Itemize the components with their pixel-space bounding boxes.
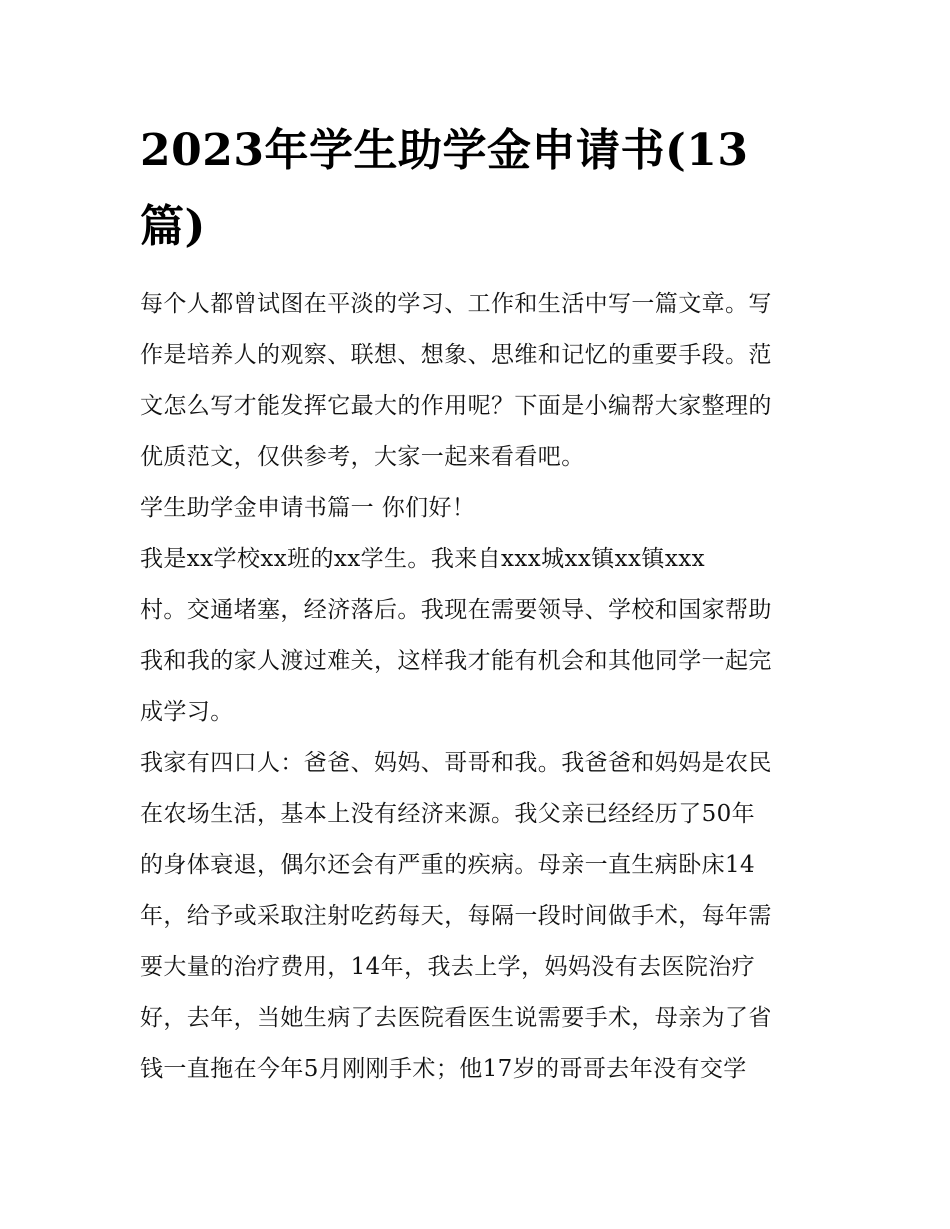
body-line: 我是xx学校xx班的xx学生。我来自xxx城xx镇xx镇xxx	[140, 546, 705, 572]
body-line: 成学习。	[140, 699, 234, 725]
body-line: 我家有四口人：爸爸、妈妈、哥哥和我。我爸爸和妈妈是农民	[140, 750, 772, 776]
body-line: 在农场生活，基本上没有经济来源。我父亲已经经历了50年	[140, 801, 756, 827]
title-line: 2023年学生助学金申请书(13	[140, 125, 749, 176]
body-line: 钱一直拖在今年5月刚刚手术；他17岁的哥哥去年没有交学	[140, 1056, 747, 1082]
document-body	[140, 279, 815, 1095]
document-title	[140, 113, 820, 265]
body-line: 要大量的治疗费用，14年，我去上学，妈妈没有去医院治疗	[140, 954, 756, 980]
body-line: 优质范文，仅供参考，大家一起来看看吧。	[140, 444, 585, 470]
body-line: 好，去年，当她生病了去医院看医生说需要手术，母亲为了省	[140, 1005, 772, 1031]
body-line: 每个人都曾试图在平淡的学习、工作和生活中写一篇文章。写	[140, 291, 772, 317]
body-line: 的身体衰退，偶尔还会有严重的疾病。母亲一直生病卧床14	[140, 852, 756, 878]
body-line: 村。交通堵塞，经济落后。我现在需要领导、学校和国家帮助	[140, 597, 772, 623]
section-heading-line: 学生助学金申请书篇一 你们好！	[140, 495, 476, 521]
body-line: 我和我的家人渡过难关，这样我才能有机会和其他同学一起完	[140, 648, 772, 674]
body-line: 文怎么写才能发挥它最大的作用呢？下面是小编帮大家整理的	[140, 393, 772, 419]
title-line: 篇)	[140, 201, 206, 252]
body-line: 作是培养人的观察、联想、想象、思维和记忆的重要手段。范	[140, 342, 772, 368]
body-line: 年，给予或采取注射吃药每天，每隔一段时间做手术，每年需	[140, 903, 772, 929]
